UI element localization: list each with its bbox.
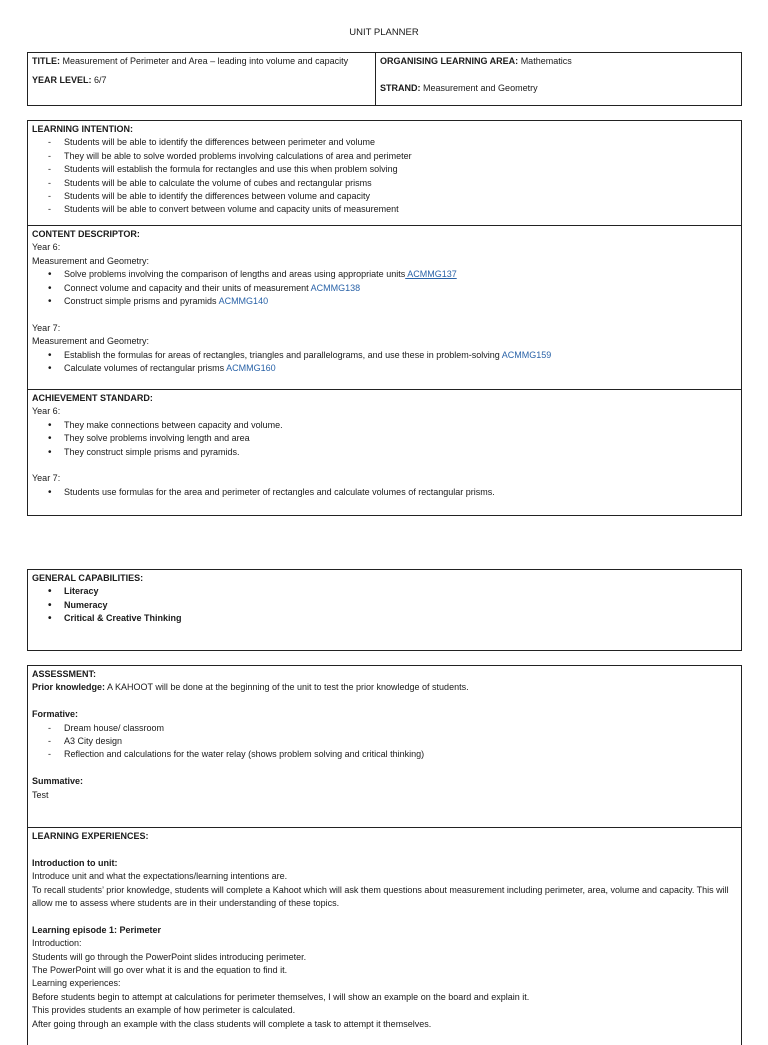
descriptor-code-link[interactable]: ACMMG159 (501, 349, 552, 360)
strand-value: Measurement and Geometry (423, 83, 538, 94)
title-label: TITLE: (32, 56, 60, 66)
title-cell (28, 53, 376, 105)
descriptor-text: Calculate volumes of rectangular prisms (64, 363, 227, 374)
general-capabilities-heading: GENERAL CAPABILITIES: (32, 573, 144, 583)
year7-strand: Measurement and Geometry: (32, 336, 150, 347)
year-level-field (32, 74, 371, 87)
list-item (48, 268, 737, 281)
learning-area-field (380, 55, 737, 68)
descriptor-text: Solve problems involving the comparison of lengths and areas using appropriate units (64, 269, 406, 280)
list-item: - Students will be able to identify the differences between volume and capacity (48, 190, 737, 203)
descriptor-code-link[interactable]: ACMMG137 (405, 269, 457, 280)
learning-area-cell (376, 53, 741, 105)
list-item: - Students will be able to identify the differences between perimeter and volume (48, 136, 737, 149)
intro-heading: Introduction to unit: (32, 857, 118, 868)
achievement-standard-section (28, 389, 741, 501)
assessment-section (28, 666, 741, 827)
list-item: • They make connections between capacity and volume. (48, 419, 737, 432)
strand-label: STRAND: (380, 83, 421, 94)
list-item: - A3 City design (48, 735, 737, 748)
year7-label: Year 7: (32, 473, 61, 484)
descriptor-code-link[interactable]: ACMMG160 (226, 363, 276, 374)
descriptor-text: Connect volume and capacity and their units of measurement (64, 282, 311, 293)
paragraph: Students will go through the PowerPoint slides introducing perimeter. (32, 951, 307, 962)
learning-area-label: ORGANISING LEARNING AREA: (380, 56, 519, 66)
assessment-table (27, 665, 742, 1045)
formative-heading: Formative: (32, 709, 79, 720)
list-item: - Reflection and calculations for the water relay (shows problem solving and critical thinking) (48, 748, 737, 761)
list-item: • Numeracy (48, 599, 737, 612)
learning-intention-heading: LEARNING INTENTION: (32, 124, 133, 134)
header-table (27, 52, 742, 106)
summative-heading: Summative: (32, 776, 84, 787)
list-item: - Dream house/ classroom (48, 722, 737, 735)
year-level-label: YEAR LEVEL: (32, 75, 92, 86)
paragraph: Introduction: (32, 938, 82, 949)
content-descriptor-section (28, 225, 741, 389)
list-item: - Students will be able to convert between volume and capacity units of measurement (48, 203, 737, 216)
paragraph: The PowerPoint will go over what it is and the equation to find it. (32, 965, 288, 976)
outcomes-table (27, 120, 742, 516)
year6-label: Year 6: (32, 242, 61, 253)
descriptor-code-link[interactable]: ACMMG140 (218, 296, 269, 307)
list-item: • They construct simple prisms and pyramids. (48, 446, 737, 459)
prior-knowledge-label: Prior knowledge: (32, 682, 106, 693)
descriptor-code-link[interactable]: ACMMG138 (310, 282, 361, 293)
document-title: UNIT PLANNER (349, 27, 419, 38)
list-item: • Students use formulas for the area and perimeter of rectangles and calculate volumes of rectangular prisms. (48, 486, 737, 499)
general-capabilities-section (28, 570, 741, 628)
achievement-standard-heading: ACHIEVEMENT STANDARD: (32, 393, 153, 403)
list-item: • Critical & Creative Thinking (48, 612, 737, 625)
prior-knowledge (32, 681, 737, 694)
prior-knowledge-text: A KAHOOT will be done at the beginning of the unit to test the prior knowledge of students. (105, 682, 469, 693)
general-capabilities-table (27, 569, 742, 651)
descriptor-text: Establish the formulas for areas of rectangles, triangles and parallelograms, and use these in problem-solving (64, 349, 502, 360)
learning-area-value: Mathematics (520, 56, 572, 66)
assessment-heading: ASSESSMENT: (32, 669, 97, 679)
learning-experiences-section (28, 827, 741, 1033)
paragraph: Learning experiences: (32, 978, 121, 989)
list-item: • Literacy (48, 585, 737, 598)
list-item (48, 362, 737, 375)
list-item: - They will be able to solve worded problems involving calculations of area and perimeter (48, 150, 737, 163)
list-item: - Students will be able to calculate the volume of cubes and rectangular prisms (48, 177, 737, 190)
paragraph: This provides students an example of how perimeter is calculated. (32, 1005, 296, 1016)
year7-label: Year 7: (32, 322, 61, 333)
list-item (48, 349, 737, 362)
list-item (48, 282, 737, 295)
paragraph: Introduce unit and what the expectations/learning intentions are. (32, 871, 288, 882)
paragraph: After going through an example with the class students will complete a task to attempt it themselves. (32, 1018, 432, 1029)
episode1-heading: Learning episode 1: Perimeter (32, 924, 162, 935)
list-item (48, 295, 737, 308)
paragraph: Before students begin to attempt at calculations for perimeter themselves, I will show an example on the board and explain it. (32, 991, 530, 1002)
list-item: - Students will establish the formula for rectangles and use this when problem solving (48, 163, 737, 176)
list-item: • They solve problems involving length and area (48, 432, 737, 445)
title-value: Measurement of Perimeter and Area – leading into volume and capacity (62, 56, 349, 66)
paragraph: To recall students’ prior knowledge, students will complete a Kahoot which will ask them questions about measurement including perimeter, area, volume and capacity. This will allow me to assess where students are in their understanding of these topics. (32, 884, 729, 909)
content-descriptor-heading: CONTENT DESCRIPTOR: (32, 229, 140, 239)
learning-experiences-heading: LEARNING EXPERIENCES: (32, 831, 149, 841)
year-level-value: 6/7 (94, 75, 107, 86)
strand-field (380, 82, 737, 95)
year6-label: Year 6: (32, 406, 61, 417)
year6-strand: Measurement and Geometry: (32, 255, 150, 266)
descriptor-text: Construct simple prisms and pyramids (64, 296, 219, 307)
title-field (32, 55, 371, 68)
learning-intention-section (28, 121, 741, 225)
summative-text: Test (32, 789, 49, 800)
